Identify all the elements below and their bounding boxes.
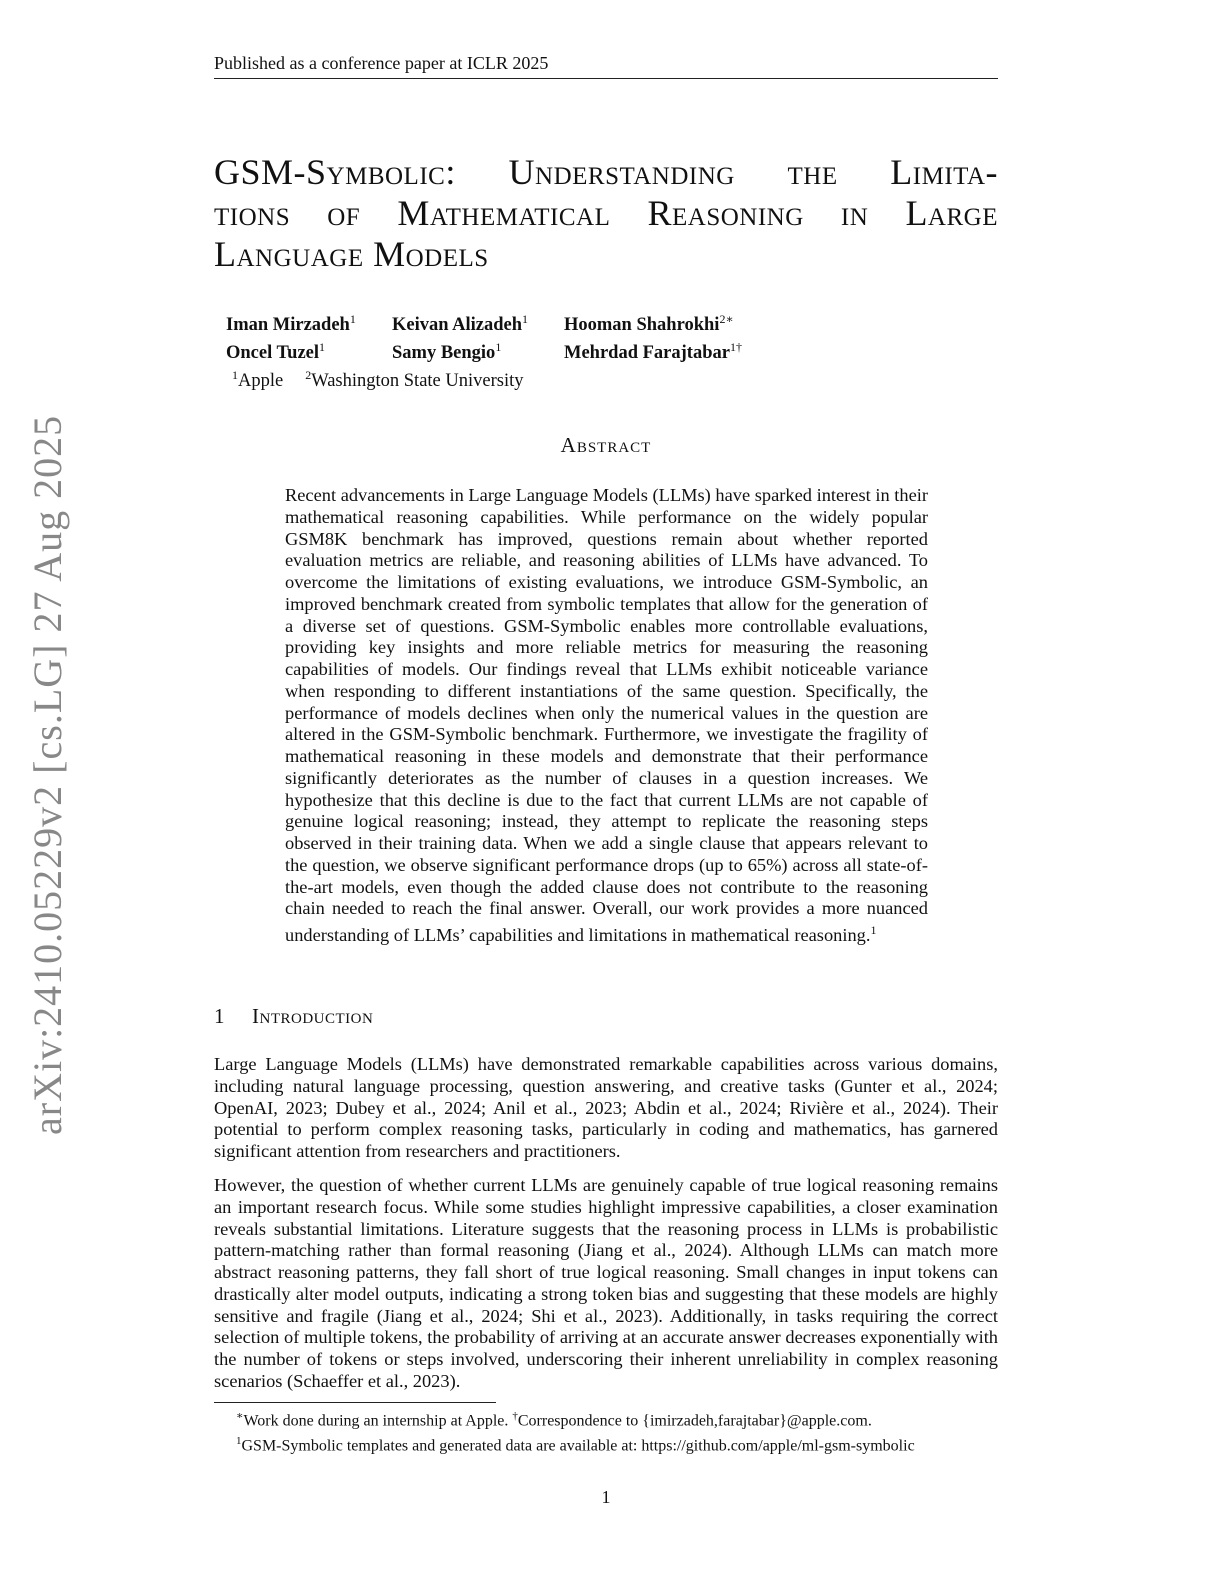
affiliations: $^1$Apple $^2$Washington State University <box>232 368 524 392</box>
footnote-rule <box>214 1402 496 1403</box>
title-line-1: GSM-Symbolic: Understanding the Limita- <box>214 152 998 192</box>
author-block <box>226 308 742 392</box>
author: Oncel Tuzel$^1$ <box>226 340 326 364</box>
abstract-heading: Abstract <box>560 433 652 457</box>
author: Keivan Alizadeh$^1$ <box>392 312 529 336</box>
page-number: 1 <box>601 1487 611 1507</box>
section-title: Introduction <box>252 1004 374 1028</box>
title-line-3: Language Models <box>214 234 489 274</box>
author: Iman Mirzadeh$^1$ <box>226 312 356 336</box>
section-heading <box>214 1004 373 1029</box>
intro-paragraph-2: However, the question of whether current LLMs are genuinely capable of true logical reasoning remains an important research focus. While some studies highlight impressive capabilities, a closer examination reveals substantial limitations. Literature suggests that the reasoning process in LLMs is probabilistic pattern-matching rather than formal reasoning (Jiang et al., 2024). Although LLMs can match more abstract reasoning patterns, they fall short of true logical reasoning. Small changes in input tokens can drastically alter model outputs, indicating a strong token bias and suggesting that these models are highly sensitive and fragile (Jiang et al., 2024; Shi et al., 2023). Additionally, in tasks requiring the correct selection of multiple tokens, the probability of arriving at an accurate answer decreases exponentially with the number of tokens or steps involved, underscoring their inherent unreliability in complex reasoning scenarios (Schaeffer et al., 2023). <box>214 1175 998 1391</box>
footnote: ∗Work done during an internship at Apple. †Correspondence to {imirzadeh,farajtabar}@apple.com. <box>236 1410 872 1430</box>
paper-title <box>214 152 998 275</box>
abstract-text: Recent advancements in Large Language Models (LLMs) have sparked interest in their mathematical reasoning capabilities. While performance on the widely popular GSM8K benchmark has improved, questions remain about whether reported evaluation metrics are reliable, and reasoning abilities of LLMs have advanced. To overcome the limitations of existing evaluations, we introduce GSM-Symbolic, an improved benchmark created from symbolic templates that allow for the generation of a diverse set of questions. GSM-Symbolic enables more controllable evaluations, providing key insights and more reliable metrics for measuring the reasoning capabilities of models. Our findings reveal that LLMs exhibit noticeable variance when responding to different instantiations of the same question. Specifically, the performance of models declines when only the numerical values in the question are altered in the GSM-Symbolic benchmark. Furthermore, we investigate the fragility of mathematical reasoning in these models and demonstrate that their performance significantly deteriorates as the number of clauses in a question increases. We hypothesize that this decline is due to the fact that current LLMs are not capable of genuine logical reasoning; instead, they attempt to replicate the reasoning steps observed in their training data. When we add a single clause that appears relevant to the question, we observe significant performance drops (up to 65%) across all state-of-the-art models, even though the added clause does not contribute to the reasoning chain needed to reach the final answer. Overall, our work provides a more nuanced understanding of LLMs’ capabilities and limitations in mathematical reasoning.$^1$ <box>285 485 928 946</box>
footnotes <box>214 1406 998 1457</box>
venue-label: Published as a conference paper at ICLR 2025 <box>214 53 549 73</box>
arxiv-stamp: arXiv:2410.05229v2 [cs.LG] 27 Aug 2025 <box>25 414 70 1135</box>
author: Mehrdad Farajtabar$^{1\dagger}$ <box>564 340 742 364</box>
section-number: 1 <box>214 1004 225 1028</box>
author: Samy Bengio$^1$ <box>392 340 502 364</box>
author: Hooman Shahrokhi$^{2∗}$ <box>564 312 734 336</box>
affiliation: Washington State University <box>311 371 524 392</box>
author-row-2 <box>226 336 742 364</box>
title-line-2: tions of Mathematical Reasoning in Large <box>214 193 998 233</box>
footnote: $^1$GSM-Symbolic templates and generated data are available at: https://github.com/apple/ml-gsm-symbolic <box>236 1435 915 1455</box>
intro-paragraph-1: Large Language Models (LLMs) have demonstrated remarkable capabilities across various domains, including natural language processing, question answering, and creative tasks (Gunter et al., 2024; OpenAI, 2023; Dubey et al., 2024; Anil et al., 2023; Abdin et al., 2024; Rivière et al., 2024). Their potential to perform complex reasoning tasks, particularly in coding and mathematics, has garnered significant attention from researchers and practitioners. <box>214 1054 998 1161</box>
affiliation: Apple <box>238 371 284 392</box>
running-header <box>214 52 998 79</box>
footnote-mark: 1 <box>870 923 877 937</box>
author-row-1 <box>226 308 742 336</box>
